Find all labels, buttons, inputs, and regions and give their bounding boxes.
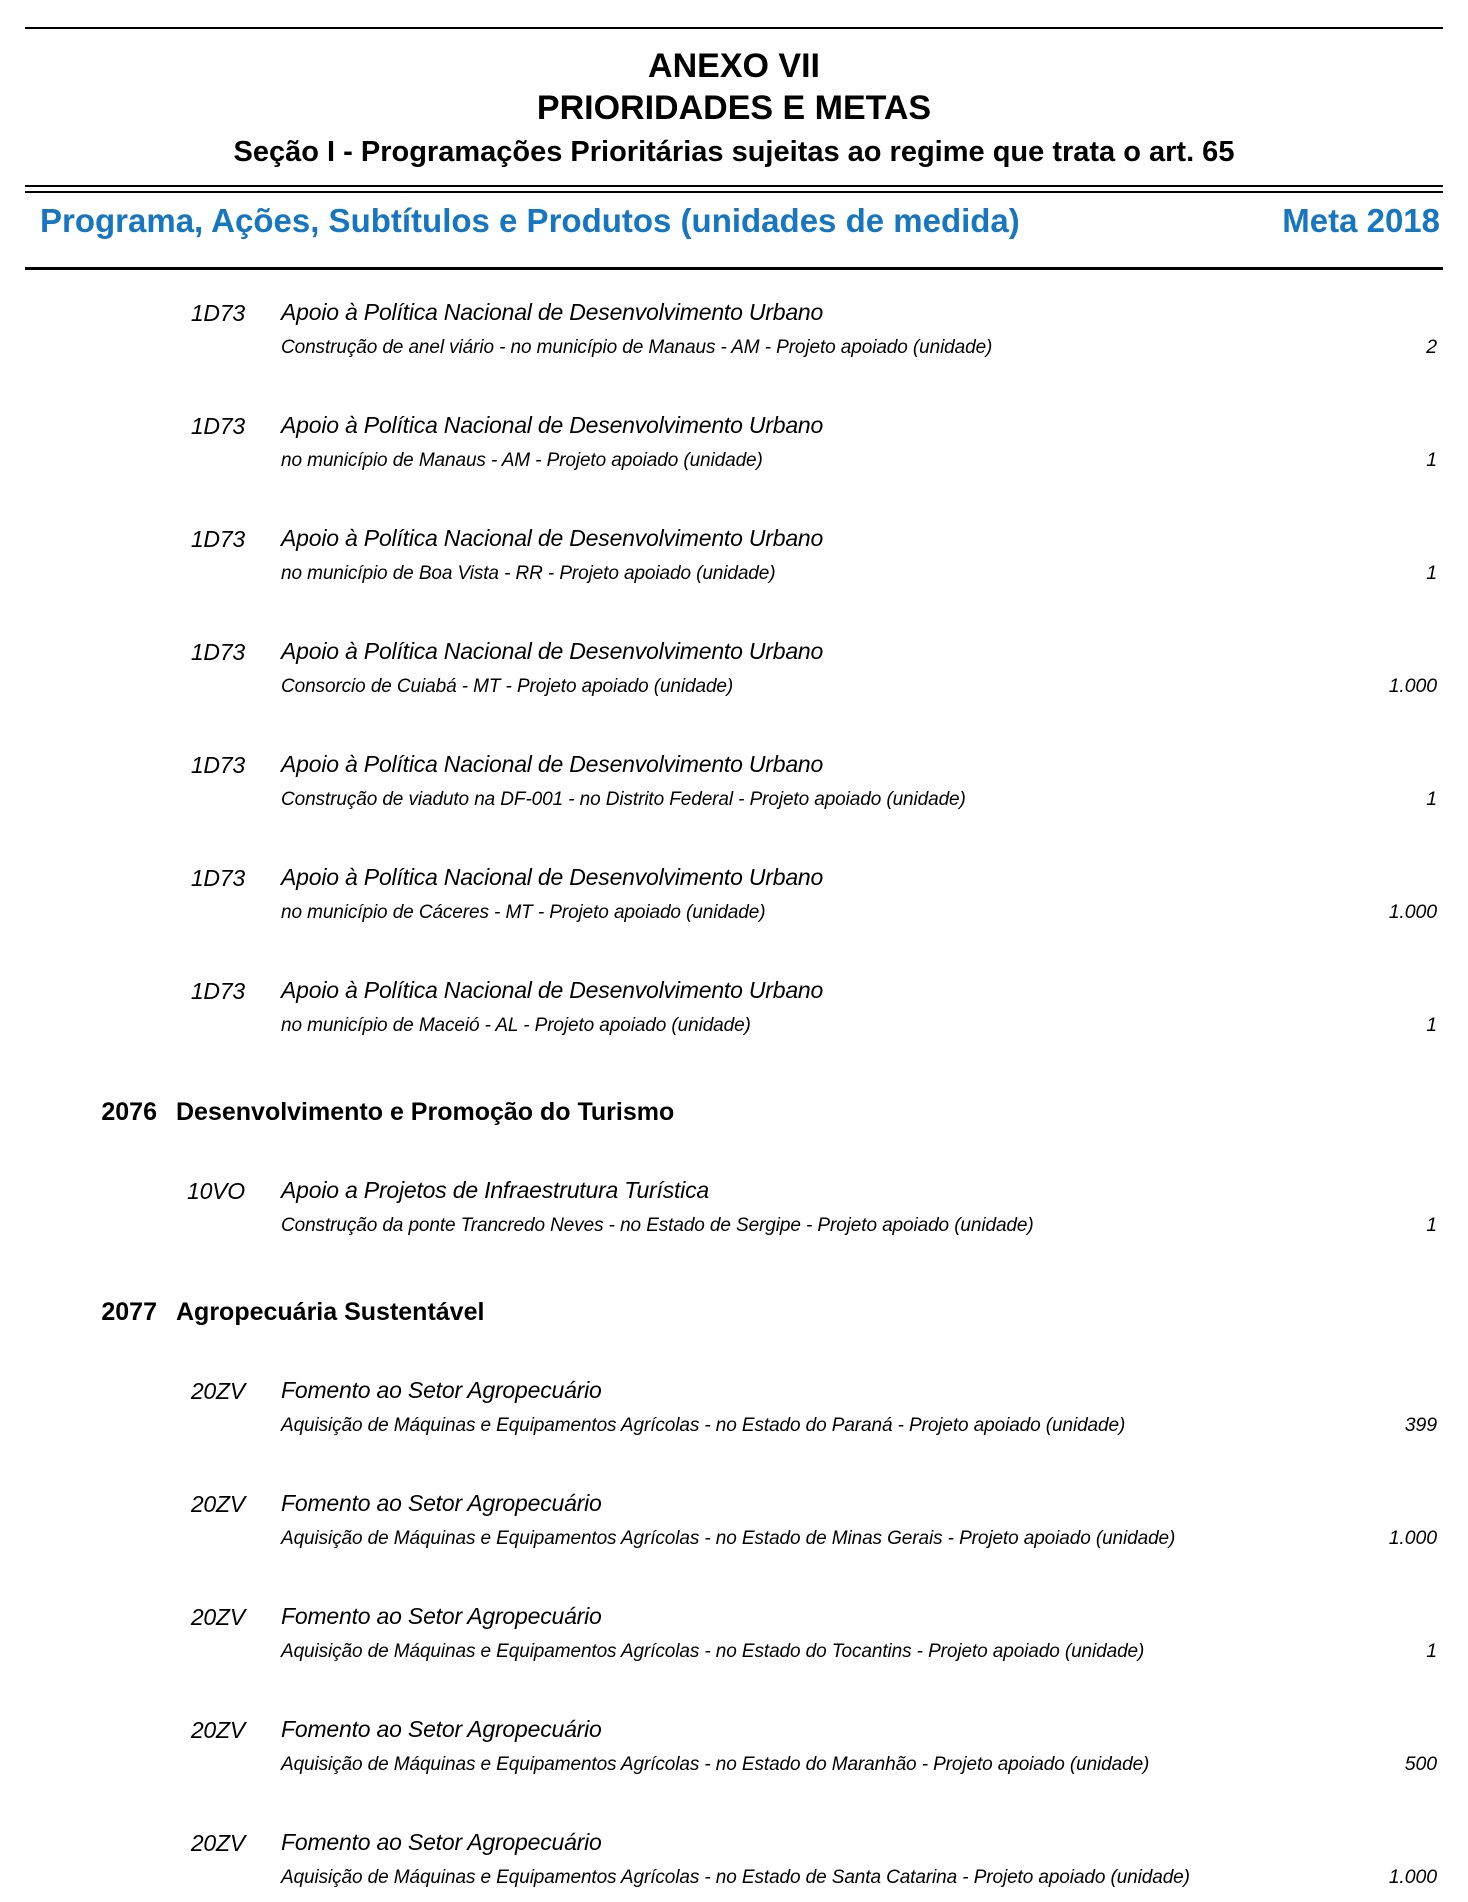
subtitle-product: no município de Manaus - AM - Projeto apoiado (unidade) <box>281 450 763 471</box>
action-title: Apoio à Política Nacional de Desenvolvimento Urbano <box>281 977 824 1003</box>
meta-value: 1.000 <box>1388 1527 1437 1549</box>
subtitle-product: Construção da ponte Trancredo Neves - no Estado de Sergipe - Projeto apoiado (unidade) <box>281 1215 1034 1236</box>
table-row <box>0 523 1437 586</box>
action-code: 20ZV <box>190 1604 245 1630</box>
action-code: 20ZV <box>190 1717 245 1743</box>
table-header-row <box>0 201 1468 241</box>
subtitle-product: Aquisição de Máquinas e Equipamentos Agrícolas - no Estado do Paraná - Projeto apoiado (unidade) <box>281 1415 1126 1436</box>
table-row <box>0 1488 1437 1551</box>
meta-value: 1.000 <box>1388 1866 1437 1888</box>
meta-value: 1.000 <box>1388 675 1437 697</box>
subtitle-product: no município de Boa Vista - RR - Projeto apoiado (unidade) <box>281 563 776 584</box>
table-row <box>0 1714 1437 1777</box>
action-code: 1D73 <box>190 752 245 778</box>
table-row <box>0 1375 1437 1438</box>
meta-value: 1 <box>1426 788 1437 810</box>
meta-value: 2 <box>1426 336 1437 358</box>
action-title: Apoio à Política Nacional de Desenvolvimento Urbano <box>281 864 824 890</box>
action-title: Fomento ao Setor Agropecuário <box>281 1603 602 1629</box>
meta-value: 1 <box>1426 1214 1437 1236</box>
meta-value: 1 <box>1426 562 1437 584</box>
table-row <box>0 1601 1437 1664</box>
action-title: Apoio à Política Nacional de Desenvolvimento Urbano <box>281 638 824 664</box>
column-header-programs: Programa, Ações, Subtítulos e Produtos (unidades de medida) <box>40 202 1020 239</box>
action-code: 10VO <box>186 1178 245 1204</box>
header-bottom-rule <box>25 267 1443 270</box>
table-row <box>0 297 1437 360</box>
program-code: 2076 <box>101 1098 157 1126</box>
document-header <box>0 45 1468 171</box>
subtitle-product: Aquisição de Máquinas e Equipamentos Agrícolas - no Estado de Santa Catarina - Projeto apoiado (unidade) <box>281 1867 1190 1888</box>
annex-title: ANEXO VII <box>648 47 820 85</box>
table-row <box>0 1827 1437 1890</box>
action-title: Apoio à Política Nacional de Desenvolvimento Urbano <box>281 412 824 438</box>
meta-value: 500 <box>1404 1753 1437 1775</box>
action-code: 1D73 <box>190 639 245 665</box>
subtitle-product: Aquisição de Máquinas e Equipamentos Agrícolas - no Estado do Maranhão - Projeto apoiado (unidade) <box>281 1754 1150 1775</box>
program-code: 2077 <box>101 1298 157 1326</box>
action-code: 20ZV <box>190 1830 245 1856</box>
table-row <box>0 749 1437 812</box>
action-code: 1D73 <box>190 526 245 552</box>
section-title: Seção I - Programações Prioritárias sujeitas ao regime que trata o art. 65 <box>233 136 1235 168</box>
action-title: Fomento ao Setor Agropecuário <box>281 1716 602 1742</box>
annex-subtitle: PRIORIDADES E METAS <box>536 89 932 127</box>
meta-value: 1 <box>1426 449 1437 471</box>
program-heading <box>0 1296 1437 1328</box>
meta-value: 1 <box>1426 1014 1437 1036</box>
table-row <box>0 862 1437 925</box>
table-row <box>0 1175 1437 1238</box>
table-row <box>0 975 1437 1038</box>
action-title: Fomento ao Setor Agropecuário <box>281 1829 602 1855</box>
double-rule <box>0 185 1468 193</box>
meta-value: 1.000 <box>1388 901 1437 923</box>
action-code: 20ZV <box>190 1491 245 1517</box>
subtitle-product: Aquisição de Máquinas e Equipamentos Agrícolas - no Estado de Minas Gerais - Projeto apoiado (unidade) <box>281 1528 1176 1549</box>
subtitle-product: no município de Cáceres - MT - Projeto apoiado (unidade) <box>281 902 766 923</box>
program-heading <box>0 1096 1437 1128</box>
table-body <box>0 297 1468 1890</box>
program-name: Agropecuária Sustentável <box>176 1298 485 1326</box>
action-code: 1D73 <box>190 413 245 439</box>
action-code: 1D73 <box>190 865 245 891</box>
action-code: 1D73 <box>190 300 245 326</box>
action-title: Apoio à Política Nacional de Desenvolvimento Urbano <box>281 299 824 325</box>
subtitle-product: Aquisição de Máquinas e Equipamentos Agrícolas - no Estado do Tocantins - Projeto apoiado (unidade) <box>281 1641 1145 1662</box>
table-row <box>0 636 1437 699</box>
column-header-meta: Meta 2018 <box>1282 202 1440 239</box>
subtitle-product: Consorcio de Cuiabá - MT - Projeto apoiado (unidade) <box>281 676 734 697</box>
program-name: Desenvolvimento e Promoção do Turismo <box>176 1098 675 1126</box>
top-rule <box>25 27 1443 29</box>
action-code: 20ZV <box>190 1378 245 1404</box>
action-title: Fomento ao Setor Agropecuário <box>281 1377 602 1403</box>
subtitle-product: Construção de anel viário - no município de Manaus - AM - Projeto apoiado (unidade) <box>281 337 993 358</box>
action-code: 1D73 <box>190 978 245 1004</box>
action-title: Apoio a Projetos de Infraestrutura Turística <box>281 1177 709 1203</box>
action-title: Fomento ao Setor Agropecuário <box>281 1490 602 1516</box>
meta-value: 1 <box>1426 1640 1437 1662</box>
action-title: Apoio à Política Nacional de Desenvolvimento Urbano <box>281 525 824 551</box>
table-row <box>0 410 1437 473</box>
meta-value: 399 <box>1404 1414 1437 1436</box>
subtitle-product: Construção de viaduto na DF-001 - no Distrito Federal - Projeto apoiado (unidade) <box>281 789 966 810</box>
subtitle-product: no município de Maceió - AL - Projeto apoiado (unidade) <box>281 1015 751 1036</box>
action-title: Apoio à Política Nacional de Desenvolvimento Urbano <box>281 751 824 777</box>
